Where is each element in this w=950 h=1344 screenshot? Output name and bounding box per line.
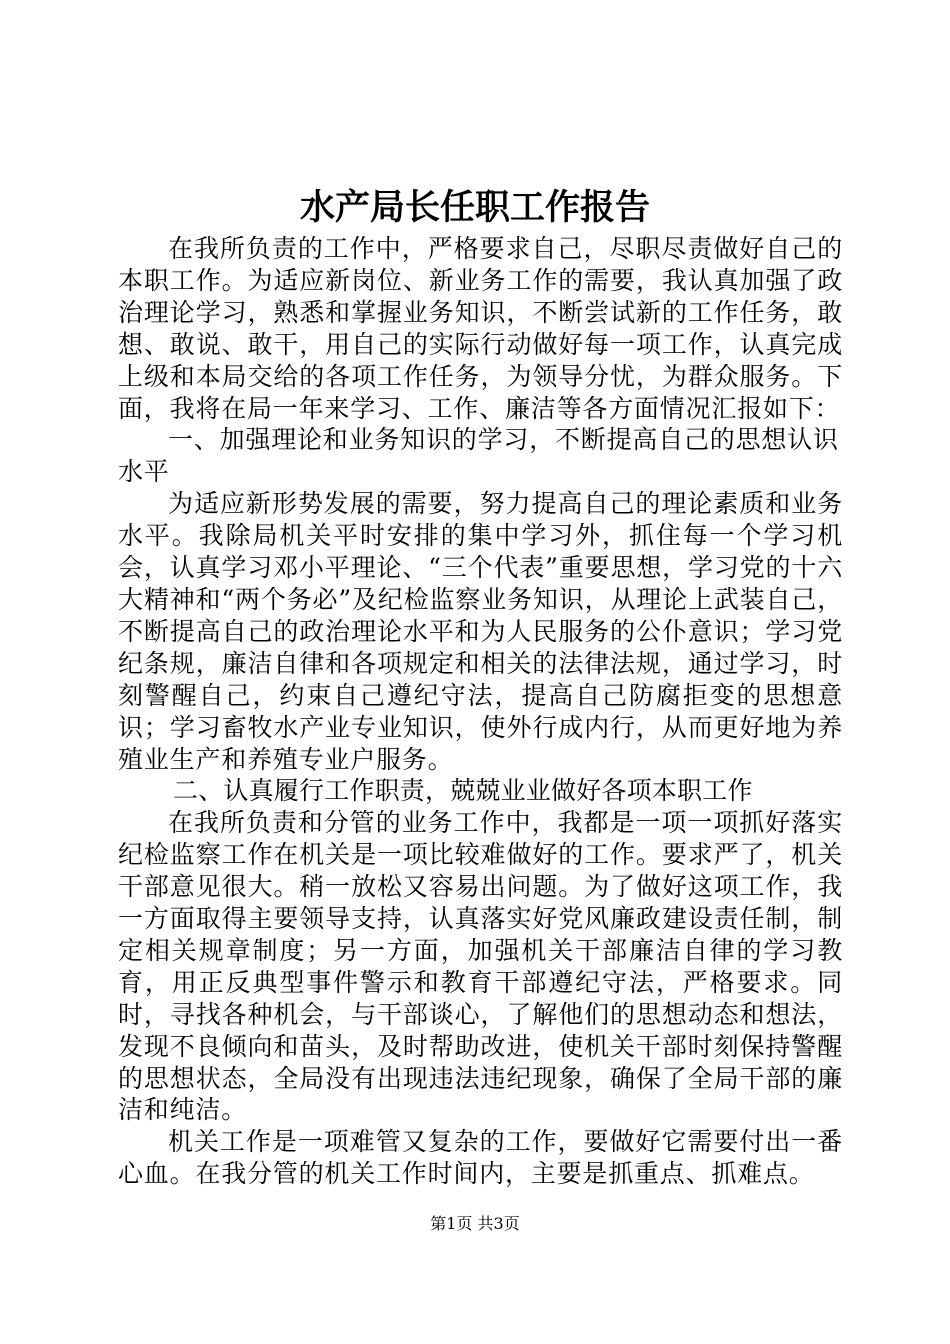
intro-paragraph: 在我所负责的工作中，严格要求自己，尽职尽责做好自己的本职工作。为适应新岗位、新业务工作的需要，我认真加强了政治理论学习，熟悉和掌握业务知识，不断尝试新的工作任务，敢想、敢说、敢干，用自己的实际行动做好每一项工作，认真完成上级和本局交给的各项工作任务，为领导分忧，为群众服务。下面，我将在局一年来学习、工作、廉洁等各方面情况汇报如下：: [118, 234, 843, 423]
section-1-paragraph: 为适应新形势发展的需要，努力提高自己的理论素质和业务水平。我除局机关平时安排的集中学习外，抓住每一个学习机会，认真学习邓小平理论、“三个代表”重要思想，学习党的十六大精神和“两个务必”及纪检监察业务知识，从理论上武装自己，不断提高自己的政治理论水平和为人民服务的公仆意识；学习党纪条规，廉洁自律和各项规定和相关的法律法规，通过学习，时刻警醒自己，约束自己遵纪守法，提高自己防腐拒变的思想意识；学习畜牧水产业专业知识，使外行成内行，从而更好地为养殖业生产和养殖专业户服务。: [118, 489, 843, 774]
document-body: [118, 233, 843, 1190]
page-number-footer: 第1页 共3页: [430, 1214, 520, 1233]
section-2-paragraph-1: 在我所负责和分管的业务工作中，我都是一项一项抓好落实纪检监察工作在机关是一项比较难做好的工作。要求严了，机关干部意见很大。稍一放松又容易出问题。为了做好这项工作，我一方面取得主要领导支持，认真落实好党风廉政建设责任制，制定相关规章制度；另一方面，加强机关干部廉洁自律的学习教育，用正反典型事件警示和教育干部遵纪守法，严格要求。同时，寻找各种机会，与干部谈心，了解他们的思想动态和想法，发现不良倾向和苗头，及时帮助改进，使机关干部时刻保持警醒的思想状态，全局没有出现违法违纪现象，确保了全局干部的廉洁和纯洁。: [118, 808, 843, 1125]
section-heading-1: 一、加强理论和业务知识的学习，不断提高自己的思想认识水平: [118, 425, 839, 487]
section-heading-2: 二、认真履行工作职责，兢兢业业做好各项本职工作: [173, 776, 753, 806]
section-2-paragraph-2: 机关工作是一项难管又复杂的工作，要做好它需要付出一番心血。在我分管的机关工作时间内，主要是抓重点、抓难点。: [118, 1127, 843, 1189]
document-title: 水产局长任职工作报告: [299, 187, 650, 228]
